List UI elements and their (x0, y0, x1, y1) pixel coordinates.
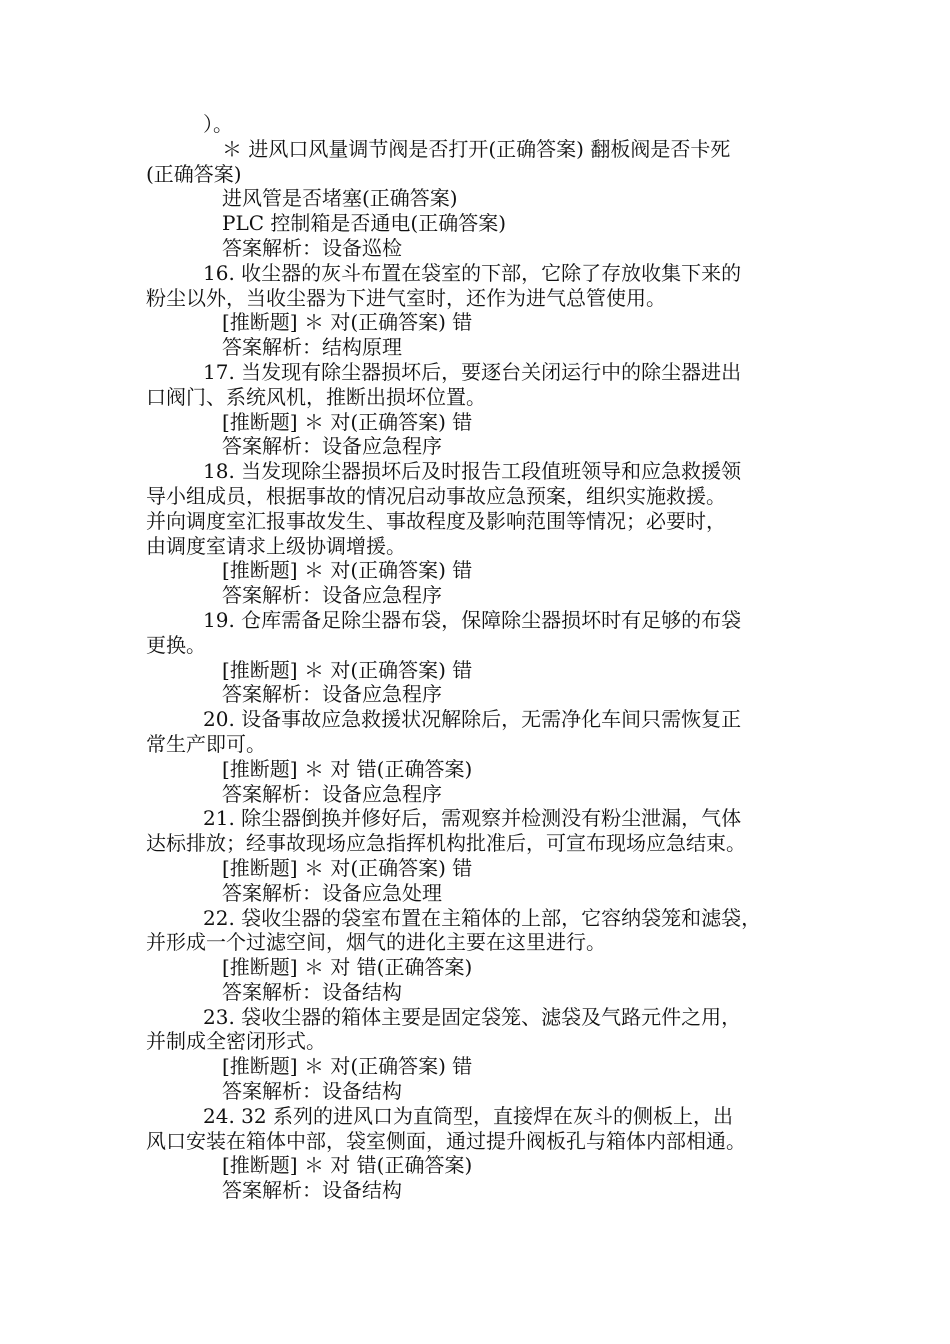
question-text: 20. 设备事故应急救援状况解除后，无需净化车间只需恢复正 (203, 707, 742, 732)
question-text-continued: 导小组成员，根据事故的情况启动事故应急预案，组织实施救援。 (146, 483, 726, 508)
question-item (0, 707, 950, 806)
question-text-continued: 由调度室请求上级协调增援。 (146, 533, 406, 558)
option-line: PLC 控制箱是否通电(正确答案) (222, 211, 507, 236)
question-text-continued: 常生产即可。 (146, 731, 266, 756)
question-text: 19. 仓库需备足除尘器布袋，保障除尘器损坏时有足够的布袋 (203, 607, 742, 632)
answer-options: [推断题] ＊ 对(正确答案) 错 (222, 409, 473, 434)
question-item (0, 360, 950, 459)
answer-analysis: 答案解析：设备应急处理 (222, 880, 442, 905)
question-item (0, 261, 950, 360)
answer-analysis: 答案解析：设备结构 (222, 1178, 402, 1203)
closing-paren: ）。 (203, 112, 233, 136)
question-item (0, 1104, 950, 1203)
question-text: 21. 除尘器倒换并修好后，需观察并检测没有粉尘泄漏，气体 (203, 806, 742, 831)
question-text-continued: 口阀门、系统风机，推断出损坏位置。 (146, 384, 486, 409)
question-text-continued: 并形成一个过滤空间，烟气的进化主要在这里进行。 (146, 930, 606, 955)
question-item (0, 1005, 950, 1104)
answer-options: [推断题] ＊ 对(正确答案) 错 (222, 558, 473, 583)
answer-analysis: 答案解析：设备应急程序 (222, 434, 442, 459)
option-line: 进风管是否堵塞(正确答案) (222, 186, 458, 211)
question-text: 18. 当发现除尘器损坏后及时报告工段值班领导和应急救援领 (203, 459, 742, 484)
answer-analysis: 答案解析：设备巡检 (222, 235, 402, 260)
question-text: 23. 袋收尘器的箱体主要是固定袋笼、滤袋及气路元件之用， (203, 1004, 742, 1029)
question-text: 17. 当发现有除尘器损坏后，要逐台关闭运行中的除尘器进出 (203, 359, 742, 384)
question-text-continued: 并向调度室汇报事故发生、事故程度及影响范围等情况；必要时， (146, 508, 726, 533)
answer-options: [推断题] ＊ 对(正确答案) 错 (222, 1054, 473, 1079)
question-item (0, 608, 950, 707)
question-text-continued: 风口安装在箱体中部，袋室侧面，通过提升阀板孔与箱体内部相通。 (146, 1128, 746, 1153)
answer-analysis: 答案解析：设备应急程序 (222, 583, 442, 608)
answer-options: [推断题] ＊ 对 错(正确答案) (222, 1153, 473, 1178)
answer-analysis: 答案解析：结构原理 (222, 335, 402, 360)
answer-analysis: 答案解析：设备应急程序 (222, 682, 442, 707)
question-text-continued: 达标排放；经事故现场应急指挥机构批准后，可宣布现场应急结束。 (146, 831, 746, 856)
option-line: ＊ 进风口风量调节阀是否打开(正确答案) 翻板阀是否卡死 (222, 136, 731, 161)
answer-analysis: 答案解析：设备应急程序 (222, 781, 442, 806)
answer-options: [推断题] ＊ 对(正确答案) 错 (222, 855, 473, 880)
question-item (0, 806, 950, 905)
answer-analysis: 答案解析：设备结构 (222, 979, 402, 1004)
document-page (0, 112, 950, 1203)
answer-analysis: 答案解析：设备结构 (222, 1079, 402, 1104)
question-text: 24. 32 系列的进风口为直筒型，直接焊在灰斗的侧板上，出 (203, 1103, 733, 1128)
question-text-continued: 并制成全密闭形式。 (146, 1029, 326, 1054)
option-line-continued: (正确答案) (146, 161, 242, 186)
question-text-continued: 更换。 (146, 632, 206, 657)
question-item (0, 459, 950, 608)
question-text: 22. 袋收尘器的袋室布置在主箱体的上部，它容纳袋笼和滤袋， (203, 905, 762, 930)
answer-options: [推断题] ＊ 对(正确答案) 错 (222, 310, 473, 335)
answer-options: [推断题] ＊ 对 错(正确答案) (222, 756, 473, 781)
answer-options: [推断题] ＊ 对 错(正确答案) (222, 955, 473, 980)
question-text: 16. 收尘器的灰斗布置在袋室的下部，它除了存放收集下来的 (203, 260, 742, 285)
question-item (0, 906, 950, 1005)
answer-options: [推断题] ＊ 对(正确答案) 错 (222, 657, 473, 682)
question-text-continued: 粉尘以外，当收尘器为下进气室时，还作为进气总管使用。 (146, 285, 666, 310)
